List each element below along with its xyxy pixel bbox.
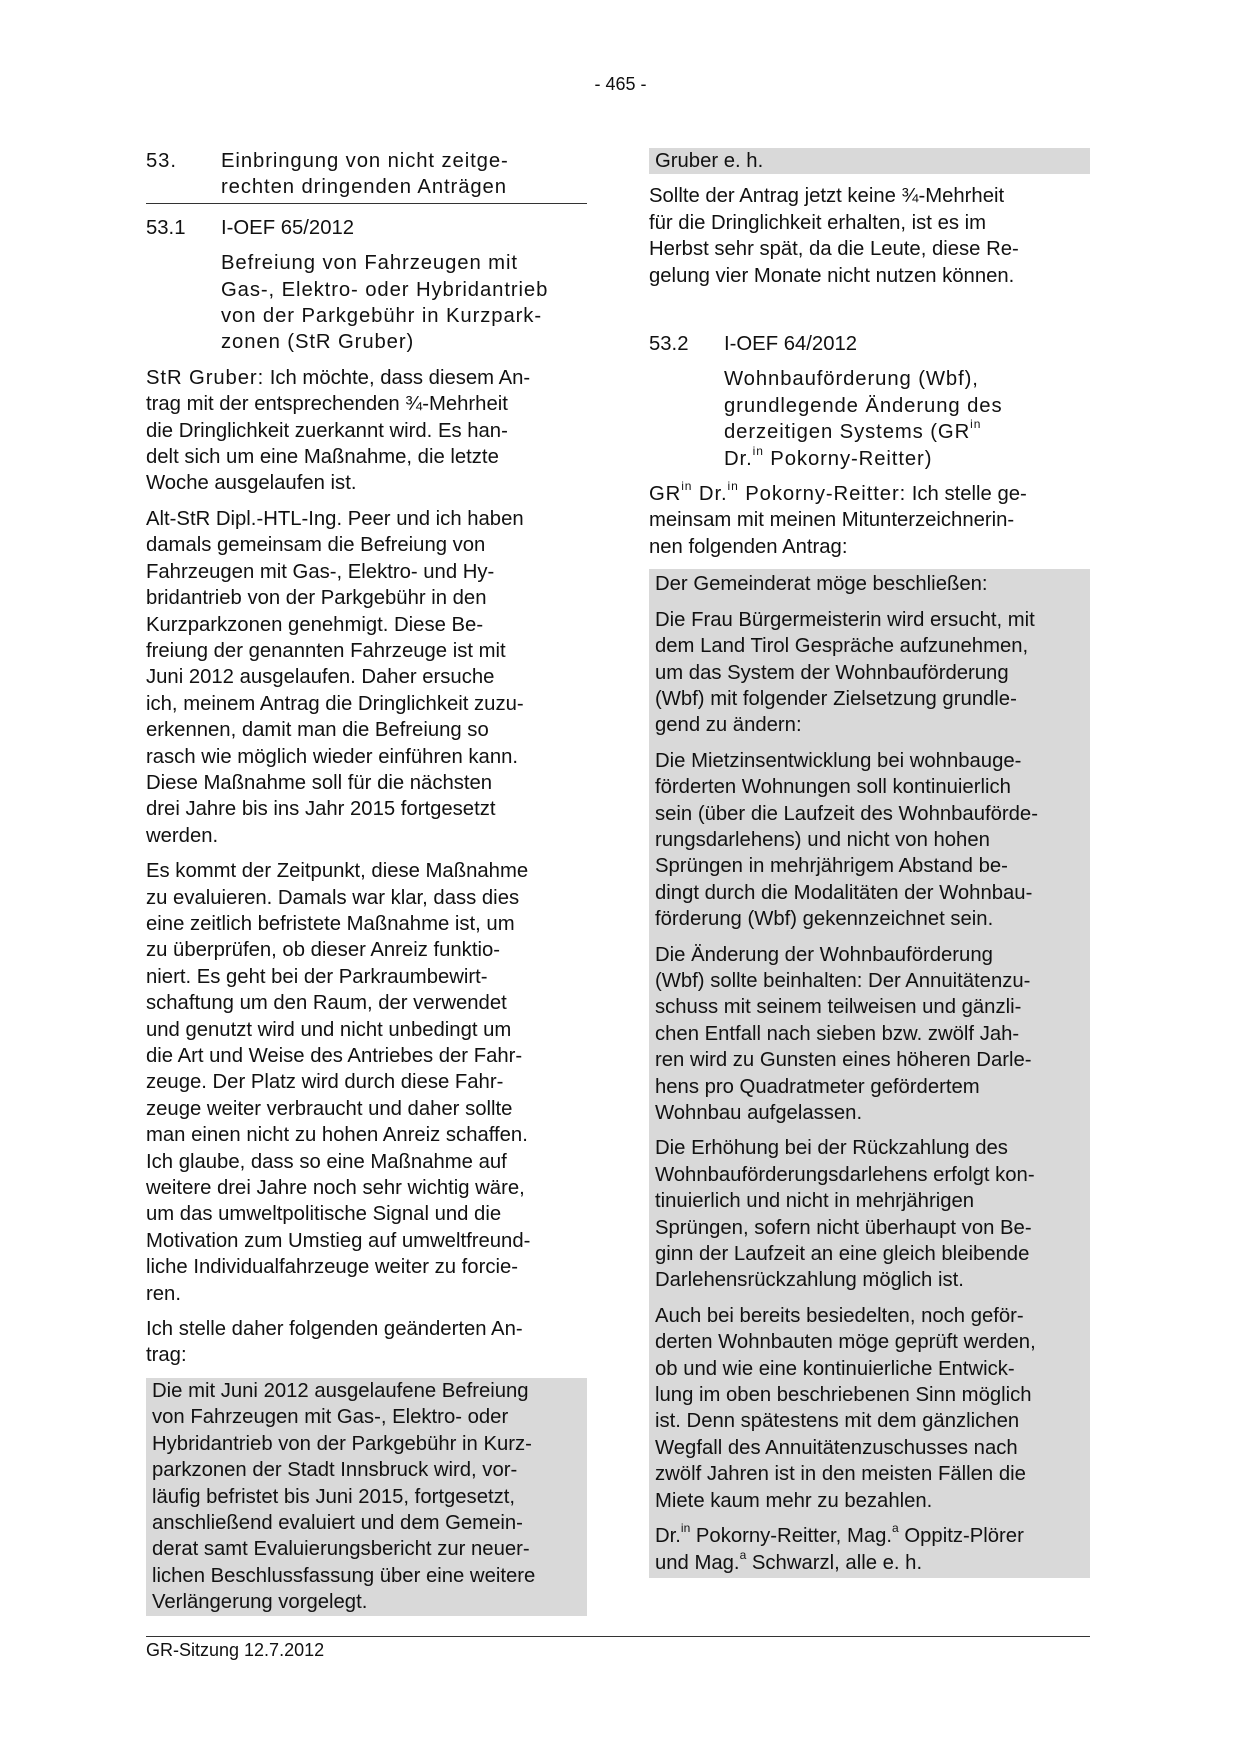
section-number: 53.2 [649,333,689,356]
motion-code: I-OEF 64/2012 [724,333,858,356]
statement-paragraph: $GR^{in}$ Dr.$^{in}$ Pokorny-Reitter: Ich stelle ge- meinsam mit meinen Mitunterzeichnerin- nen folgenden Antrag: [649,479,1027,558]
section-number: 53. [146,150,177,172]
statement-paragraph: Sollte der Antrag jetzt keine ¾-Mehrheit für die Dringlichkeit erhalten, ist es im Herbst sehr spät, da die Leute, diese Re- gelung vier Monate nicht nutzen können. [649,185,1019,287]
statement-paragraph: StR Gruber: Ich möchte, dass diesem An- trag mit der entsprechenden ¾-Mehrheit die Dringlichkeit zuerkannt wird. Es han- delt sich um eine Maßnahme, die letzte Woche ausgelaufen ist. [146,366,531,495]
motion-paragraph: Auch bei bereits besiedelten, noch geför- derten Wohnbauten möge geprüft werden, ob und wie eine kontinuierliche Entwick- lung im oben beschriebenen Sinn möglich ist. Denn spätestens mit dem gänzlichen Wegfall des Annuitätenzuschusses nach zwölf Jahren ist in den meisten Fällen die Miete kaum mehr zu bezahlen. [655,1304,1036,1512]
speaker-name: $GR^{in}$ Dr.$^{in}$ Pokorny-Reitter: [649,479,907,506]
section-53-2-heading [649,331,1090,357]
statement-paragraph: Es kommt der Zeitpunkt, diese Maßnahme zu evaluieren. Damals war klar, dass dies eine zeitlich befristete Maßnahme ist, um zu überprüfen, ob dieser Anreiz funktio- niert. Es geht bei der Parkraumbewirt- schaftung um den Raum, der verwendet und genutzt wird und nicht unbedingt um die Art und Weise des Antriebes der Fahr- zeuge. Der Platz wird durch diese Fahr- zeuge weiter verbraucht und daher sollte man einen nicht zu hohen Anreiz schaffen. Ich glaube, dass so eine Maßnahme auf weitere drei Jahre noch sehr wichtig wäre, um das umweltpolitische Signal und die Motivation zum Umstieg auf umweltfreund- liche Individualfahrzeuge weiter zu forcie- ren. [146,860,531,1305]
motion-text-box [649,569,1090,1578]
motion-paragraph: Die Änderung der Wohnbauförderung (Wbf) sollte beinhalten: Der Annuitätenzu- schuss mit seinem teilweisen und gänzli- chen Entfall nach sieben bzw. zwölf Jah- ren wird zu Gunsten eines höheren Darle- hens pro Quadratmeter gefördertem Wohnbau aufgelassen. [655,943,1032,1124]
footer-session-date: GR-Sitzung 12.7.2012 [146,1640,325,1660]
footer-divider [146,1636,1090,1637]
motion-intro: Der Gemeinderat möge beschließen: [655,573,988,596]
motion-signatures: Dr.$^{in}$ Pokorny-Reitter, Mag.$^a$ Oppitz-Plörer und Mag.$^a$ Schwarzl, alle e. h. [655,1521,1024,1574]
motion-paragraph: Die Erhöhung bei der Rückzahlung des Wohnbauförderungsdarlehens erfolgt kon- tinuierlich und nicht in mehrjährigen Sprüngen, sofern nicht überhaupt von Be- ginn der Laufzeit an eine gleich bleibende Darlehensrückzahlung möglich ist. [655,1137,1035,1292]
speaker-name: StR Gruber: [146,366,265,389]
heading-line: rechten dringenden Anträgen [221,176,507,199]
section-53-2-title: Wohnbauförderung (Wbf), grundlegende Änderung des derzeitigen Systems ($GR^{in}$ Dr.$^{in}$ Pokorny-Reitter) [724,368,1003,470]
section-53-heading [146,148,587,204]
motion-text-box: Die mit Juni 2012 ausgelaufene Befreiung von Fahrzeugen mit Gas-, Elektro- oder Hybridantrieb von der Parkgebühr in Kurz- parkzonen der Stadt Innsbruck wird, vor- läufig befristet bis Juni 2015, fortgesetzt, anschließend evaluiert und dem Gemein- derat samt Evaluierungsbericht zur neuer- lichen Beschlussfassung über eine weitere Verlängerung vorgelegt. [146,1378,587,1616]
right-column [649,148,1090,1578]
section-53-1-heading [146,215,587,241]
motion-paragraph: Die Mietzinsentwicklung bei wohnbauge- förderten Wohnungen soll kontinuierlich sein (über die Laufzeit des Wohnbauförde- rungsdarlehens) und nicht von hohen Sprüngen in mehrjährigem Abstand be- dingt durch die Modalitäten der Wohnbau- förderung (Wbf) gekennzeichnet sein. [655,749,1038,931]
motion-paragraph: Die Frau Bürgermeisterin wird ersucht, mit dem Land Tirol Gespräche aufzunehmen, um das System der Wohnbauförderung (Wbf) mit folgender Zielsetzung grundle- gend zu ändern: [655,608,1035,737]
page-number: - 465 - [594,74,647,94]
signature-gruber: Gruber e. h. [649,148,1090,174]
motion-code: I-OEF 65/2012 [221,216,355,239]
statement-paragraph: Alt-StR Dipl.-HTL-Ing. Peer und ich haben damals gemeinsam die Befreiung von Fahrzeugen mit Gas-, Elektro- und Hy- bridantrieb von der Parkgebühr in den Kurzparkzonen genehmigt. Diese Be- freiung der genannten Fahrzeuge ist mit Juni 2012 ausgelaufen. Daher ersuche ich, meinem Antrag die Dringlichkeit zuzu- erkennen, damit man die Befreiung so rasch wie möglich wieder einführen kann. Diese Maßnahme soll für die nächsten drei Jahre bis ins Jahr 2015 fortgesetzt werden. [146,507,524,847]
left-column [146,148,587,1616]
heading-line: Einbringung von nicht zeitge- [221,150,509,172]
section-number: 53.1 [146,216,186,239]
statement-paragraph: Ich stelle daher folgenden geänderten An- trag: [146,1318,523,1367]
section-53-1-title: Befreiung von Fahrzeugen mit Gas-, Elektro- oder Hybridantrieb von der Parkgebühr in Kurzpark- zonen (StR Gruber) [221,252,549,354]
